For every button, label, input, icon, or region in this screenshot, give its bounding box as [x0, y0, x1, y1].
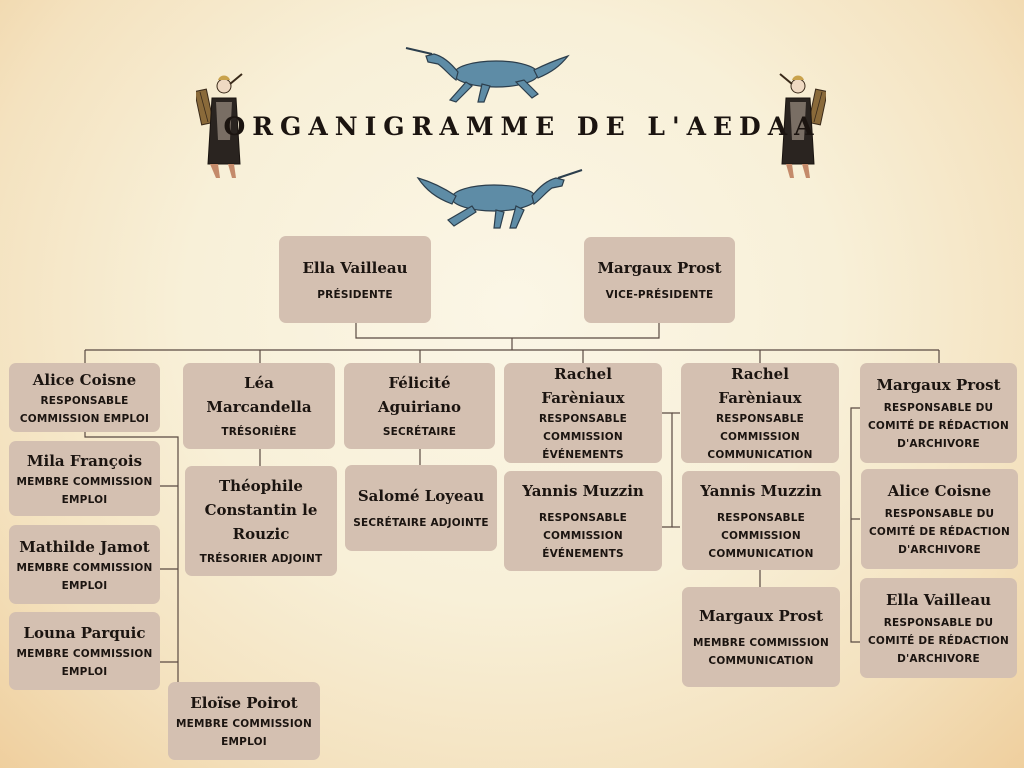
- node-name: Rachel Farèniaux: [541, 365, 625, 407]
- node-name: Rachel Farèniaux: [718, 365, 802, 407]
- node-evenements-lead: [504, 471, 662, 571]
- node-name: Louna Parquic: [23, 624, 146, 642]
- node-role: PRÉSIDENTE: [317, 288, 393, 301]
- node-communication-lead: [681, 363, 839, 463]
- node-name: Alice Coisne: [887, 482, 992, 500]
- node-role: RESPONSABLE DU COMITÉ DE RÉDACTION D'ARCHIVORE: [869, 508, 1010, 556]
- node-role: TRÉSORIER ADJOINT: [199, 553, 323, 565]
- node-name: Yannis Muzzin: [522, 482, 644, 500]
- node-role: RESPONSABLE COMMISSION ÉVÉNEMENTS: [539, 413, 627, 461]
- node-name: Ella Vailleau: [302, 258, 408, 277]
- node-role: RESPONSABLE COMMISSION COMMUNICATION: [708, 511, 814, 560]
- node-name: Félicité Aguiriano: [378, 374, 461, 416]
- node-president: [279, 236, 431, 323]
- node-archivore-lead: [860, 578, 1017, 678]
- node-role: SECRÉTAIRE: [382, 426, 457, 438]
- node-name: Margaux Prost: [876, 376, 1001, 394]
- node-role: RESPONSABLE COMMISSION COMMUNICATION: [707, 413, 813, 461]
- node-name: Eloïse Poirot: [190, 694, 298, 712]
- node-role: RESPONSABLE COMMISSION EMPLOI: [19, 394, 150, 425]
- node-role: MEMBRE COMMISSION EMPLOI: [16, 648, 153, 678]
- node-role: RESPONSABLE COMMISSION ÉVÉNEMENTS: [539, 512, 627, 560]
- node-role: RESPONSABLE DU COMITÉ DE RÉDACTION D'ARCHIVORE: [868, 402, 1009, 450]
- node-role: TRÉSORIÈRE: [221, 426, 297, 438]
- node-name: Ella Vailleau: [885, 591, 991, 609]
- node-tresoriere: [183, 363, 335, 449]
- node-role: MEMBRE COMMISSION EMPLOI: [16, 561, 153, 592]
- node-role: MEMBRE COMMISSION EMPLOI: [175, 718, 313, 748]
- node-emploi-member: [168, 682, 320, 760]
- node-archivore-lead: [860, 363, 1017, 463]
- node-role: SECRÉTAIRE ADJOINTE: [353, 517, 489, 529]
- node-emploi-member: [9, 612, 160, 690]
- node-role: VICE-PRÉSIDENTE: [605, 289, 714, 301]
- page-title: ORGANIGRAMME DE L'AEDAA: [223, 112, 821, 141]
- node-name: Mathilde Jamot: [19, 537, 150, 556]
- node-role: RESPONSABLE DU COMITÉ DE RÉDACTION D'ARCHIVORE: [868, 617, 1009, 665]
- node-secretaire-adjointe: [345, 465, 497, 551]
- node-emploi-member: [9, 441, 160, 516]
- node-name: Yannis Muzzin: [700, 481, 822, 500]
- node-tresorier-adjoint: [185, 466, 337, 576]
- node-role: MEMBRE COMMISSION COMMUNICATION: [692, 637, 830, 667]
- node-name: Mila François: [26, 451, 143, 470]
- node-emploi-member: [9, 525, 160, 604]
- unicorn-top-icon: [404, 42, 574, 106]
- node-communication-lead: [682, 471, 840, 570]
- node-secretaire: [344, 363, 495, 449]
- node-evenements-lead: [504, 363, 662, 463]
- node-name: Théophile Constantin le Rouzic: [204, 477, 318, 543]
- node-role: MEMBRE COMMISSION EMPLOI: [16, 475, 153, 506]
- node-name: Alice Coisne: [32, 370, 137, 389]
- node-name: Margaux Prost: [597, 259, 722, 277]
- node-emploi-lead: [9, 363, 160, 432]
- node-communication-member: [682, 587, 840, 687]
- node-name: Léa Marcandella: [206, 374, 312, 416]
- node-archivore-lead: [861, 469, 1018, 569]
- node-name: Margaux Prost: [698, 607, 824, 625]
- unicorn-bottom-icon: [414, 168, 584, 232]
- node-name: Salomé Loyeau: [357, 487, 485, 505]
- node-vice-president: [584, 237, 735, 323]
